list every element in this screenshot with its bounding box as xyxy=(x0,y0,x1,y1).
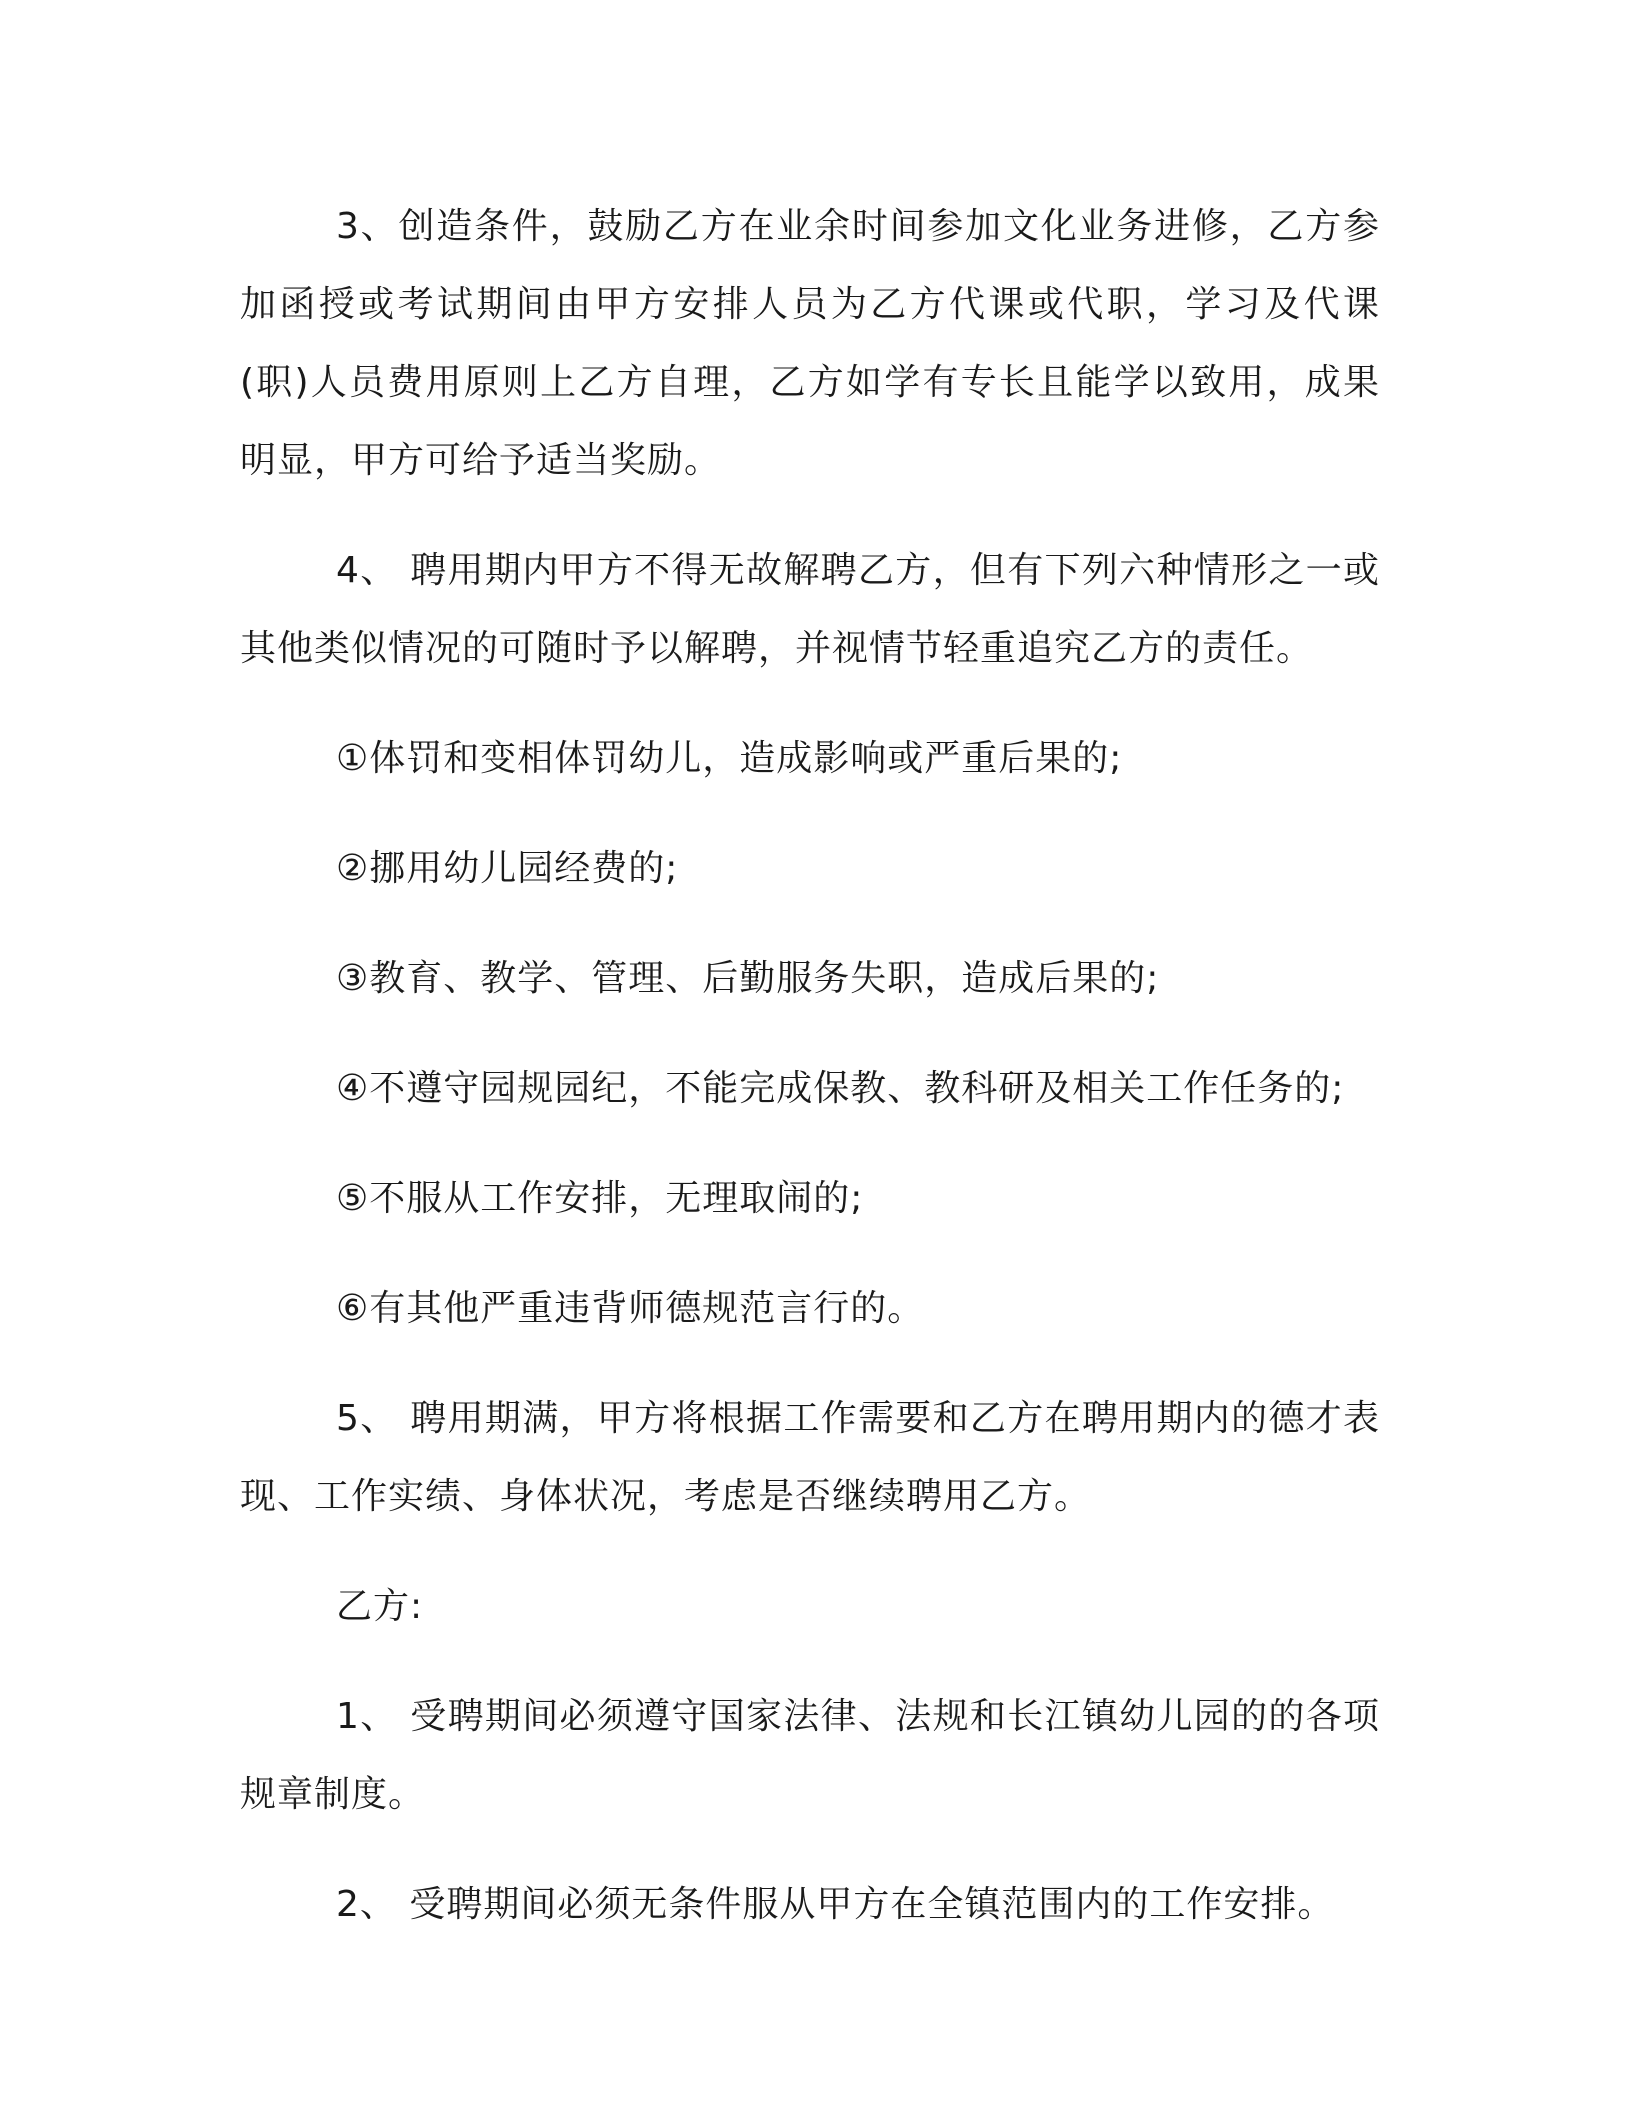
dismissal-item-6: ⑥有其他严重违背师德规范言行的。 xyxy=(336,1288,925,1329)
document-body xyxy=(240,188,1380,1944)
party-b-clause-2: 2、 受聘期间必须无条件服从甲方在全镇范围内的工作安排。 xyxy=(336,1884,1335,1925)
dismissal-item-1: ①体罚和变相体罚幼儿，造成影响或严重后果的; xyxy=(336,738,1123,779)
dismissal-item-5: ⑤不服从工作安排，无理取闹的; xyxy=(336,1178,864,1219)
dismissal-item-3: ③教育、教学、管理、后勤服务失职，造成后果的; xyxy=(336,958,1160,999)
clause-3-encourage-study: 3、创造条件，鼓励乙方在业余时间参加文化业务进修，乙方参加函授或考试期间由甲方安排人员为乙方代课或代职，学习及代课(职)人员费用原则上乙方自理，乙方如学有专长且能学以致用，成果明显，甲方可给予适当奖励。 xyxy=(240,206,1380,481)
dismissal-item-2: ②挪用幼儿园经费的; xyxy=(336,848,679,889)
clause-5-contract-expiry: 5、 聘用期满，甲方将根据工作需要和乙方在聘用期内的德才表现、工作实绩、身体状况，考虑是否继续聘用乙方。 xyxy=(240,1398,1380,1517)
party-b-clause-1: 1、 受聘期间必须遵守国家法律、法规和长江镇幼儿园的的各项规章制度。 xyxy=(240,1696,1380,1815)
party-b-heading: 乙方: xyxy=(336,1586,424,1627)
dismissal-item-4: ④不遵守园规园纪，不能完成保教、教科研及相关工作任务的; xyxy=(336,1068,1345,1109)
clause-4-dismissal-conditions: 4、 聘用期内甲方不得无故解聘乙方，但有下列六种情形之一或其他类似情况的可随时予以解聘，并视情节轻重追究乙方的责任。 xyxy=(240,550,1380,669)
